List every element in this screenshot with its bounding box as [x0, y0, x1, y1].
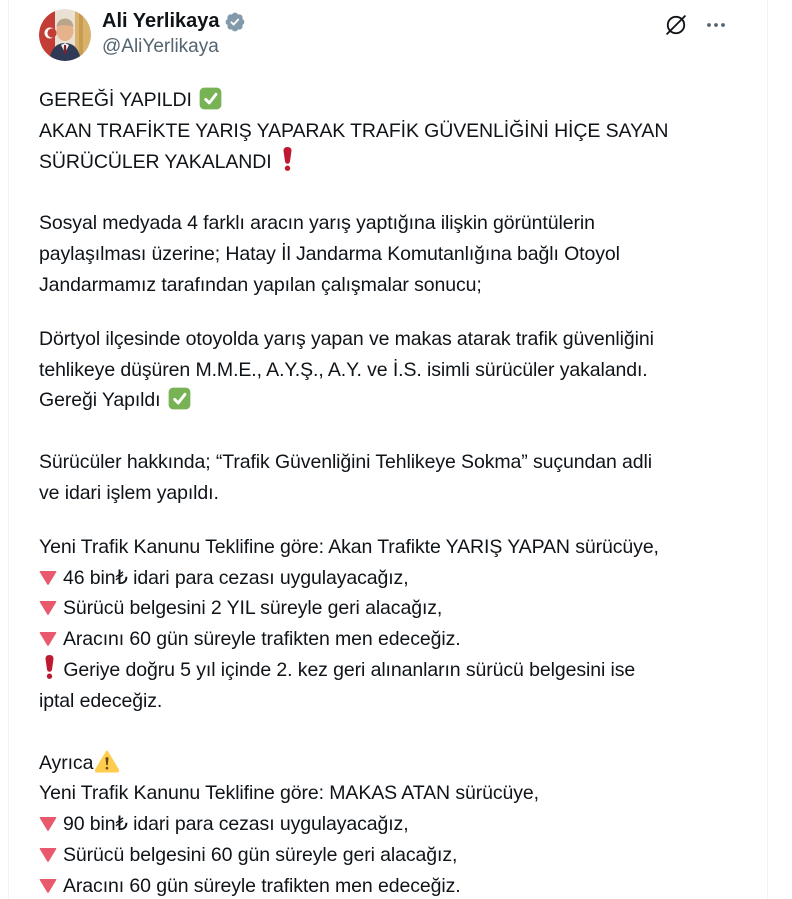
tweet-line: [39, 778, 755, 809]
tweet-text: Sürücü belgesini 2 YIL süreyle geri alacağız,: [63, 597, 443, 620]
tweet-line: [39, 478, 755, 509]
tweet-line: [39, 324, 755, 355]
red-triangle-down-emoji: [39, 816, 57, 832]
tweet-paragraph: [39, 532, 755, 717]
header-actions: [663, 12, 729, 38]
red-triangle-down-emoji: [39, 631, 57, 647]
tweet-text: ve idari işlem yapıldı.: [39, 481, 219, 504]
red-exclamation-emoji: [281, 147, 294, 171]
tweet-text: Sosyal medyada 4 farklı aracın yarış yaptığına ilişkin görüntülerin: [39, 212, 595, 235]
tweet-text: AKAN TRAFİKTE YARIŞ YAPARAK TRAFİK GÜVENLİĞİNİ HİÇE SAYAN: [39, 119, 669, 142]
tweet-text: 90 bin₺ idari para cezası uygulayacağız,: [63, 813, 409, 836]
tweet-paragraph: [39, 208, 755, 300]
avatar-image: [39, 9, 91, 61]
tweet-body: [39, 85, 755, 899]
red-triangle-down-emoji: [39, 570, 57, 586]
tweet-text: Gereği Yapıldı: [39, 389, 166, 412]
tweet-line: [39, 748, 755, 779]
tweet-text: Ayrıca: [39, 751, 94, 774]
tweet-line: [39, 147, 755, 178]
tweet-line: [39, 532, 755, 563]
avatar[interactable]: [39, 9, 91, 61]
tweet-line: [39, 385, 755, 416]
tweet-text: Geriye doğru 5 yıl içinde 2. kez geri alınanların sürücü belgesini ise: [58, 658, 636, 681]
display-name[interactable]: Ali Yerlikaya: [102, 10, 220, 32]
tweet-text: Aracını 60 gün süreyle trafikten men edeceğiz.: [63, 874, 461, 897]
tweet-line: [39, 208, 755, 239]
tweet-text: tehlikeye düşüren M.M.E., A.Y.Ş., A.Y. ve İ.S. isimli sürücüler yakalandı.: [39, 358, 648, 381]
tweet-line: [39, 355, 755, 386]
tweet-line: [39, 871, 755, 899]
tweet-text: Dörtyol ilçesinde otoyolda yarış yapan ve makas atarak trafik güvenliğini: [39, 327, 654, 350]
tweet-text: Jandarmamız tarafından yapılan çalışmalar sonucu;: [39, 273, 482, 296]
tweet-text: iptal edeceğiz.: [39, 689, 163, 712]
tweet-text: Aracını 60 gün süreyle trafikten men edeceğiz.: [63, 628, 461, 651]
tweet-line: [39, 447, 755, 478]
tweet-line: [39, 270, 755, 301]
red-exclamation-emoji: [43, 655, 56, 679]
tweet-text: GEREĞİ YAPILDI: [39, 89, 198, 111]
warning-emoji: [95, 750, 119, 773]
handle[interactable]: @AliYerlikaya: [102, 36, 219, 57]
tweet-line: [39, 85, 755, 116]
tweet-line: [39, 563, 755, 594]
tweet-text: Yeni Trafik Kanunu Teklifine göre: MAKAS ATAN sürücüye,: [39, 782, 539, 805]
tweet-line: [39, 239, 755, 270]
tweet-header: [9, 0, 767, 80]
tweet-paragraph: [39, 324, 755, 416]
tweet-text: Sürücü belgesini 60 gün süreyle geri alacağız,: [63, 843, 458, 866]
more-icon[interactable]: [703, 12, 729, 38]
tweet-line: [39, 686, 755, 717]
tweet-paragraph: [39, 748, 755, 899]
red-triangle-down-emoji: [39, 600, 57, 616]
tweet-line: [39, 655, 755, 686]
red-triangle-down-emoji: [39, 878, 57, 894]
tweet-text: paylaşılması üzerine; Hatay İl Jandarma Komutanlığına bağlı Otoyol: [39, 243, 620, 266]
tweet-paragraph: [39, 85, 755, 177]
author-info: [102, 9, 246, 59]
tweet-line: [39, 840, 755, 871]
tweet-card: [8, 0, 768, 899]
grok-icon[interactable]: [663, 12, 689, 38]
verified-badge-icon: [224, 11, 246, 33]
tweet-text: 46 bin₺ idari para cezası uygulayacağız,: [63, 566, 409, 589]
tweet-line: [39, 593, 755, 624]
tweet-line: [39, 624, 755, 655]
tweet-text: SÜRÜCÜLER YAKALANDI: [39, 150, 277, 173]
tweet-text: Sürücüler hakkında; “Trafik Güvenliğini Tehlikeye Sokma” suçundan adli: [39, 451, 652, 474]
tweet-line: [39, 809, 755, 840]
tweet-line: [39, 116, 755, 147]
check-emoji: [168, 387, 191, 410]
tweet-paragraph: [39, 447, 755, 509]
red-triangle-down-emoji: [39, 847, 57, 863]
check-emoji: [199, 87, 222, 110]
tweet-text: Yeni Trafik Kanunu Teklifine göre: Akan Trafikte YARIŞ YAPAN sürücüye,: [39, 535, 659, 558]
